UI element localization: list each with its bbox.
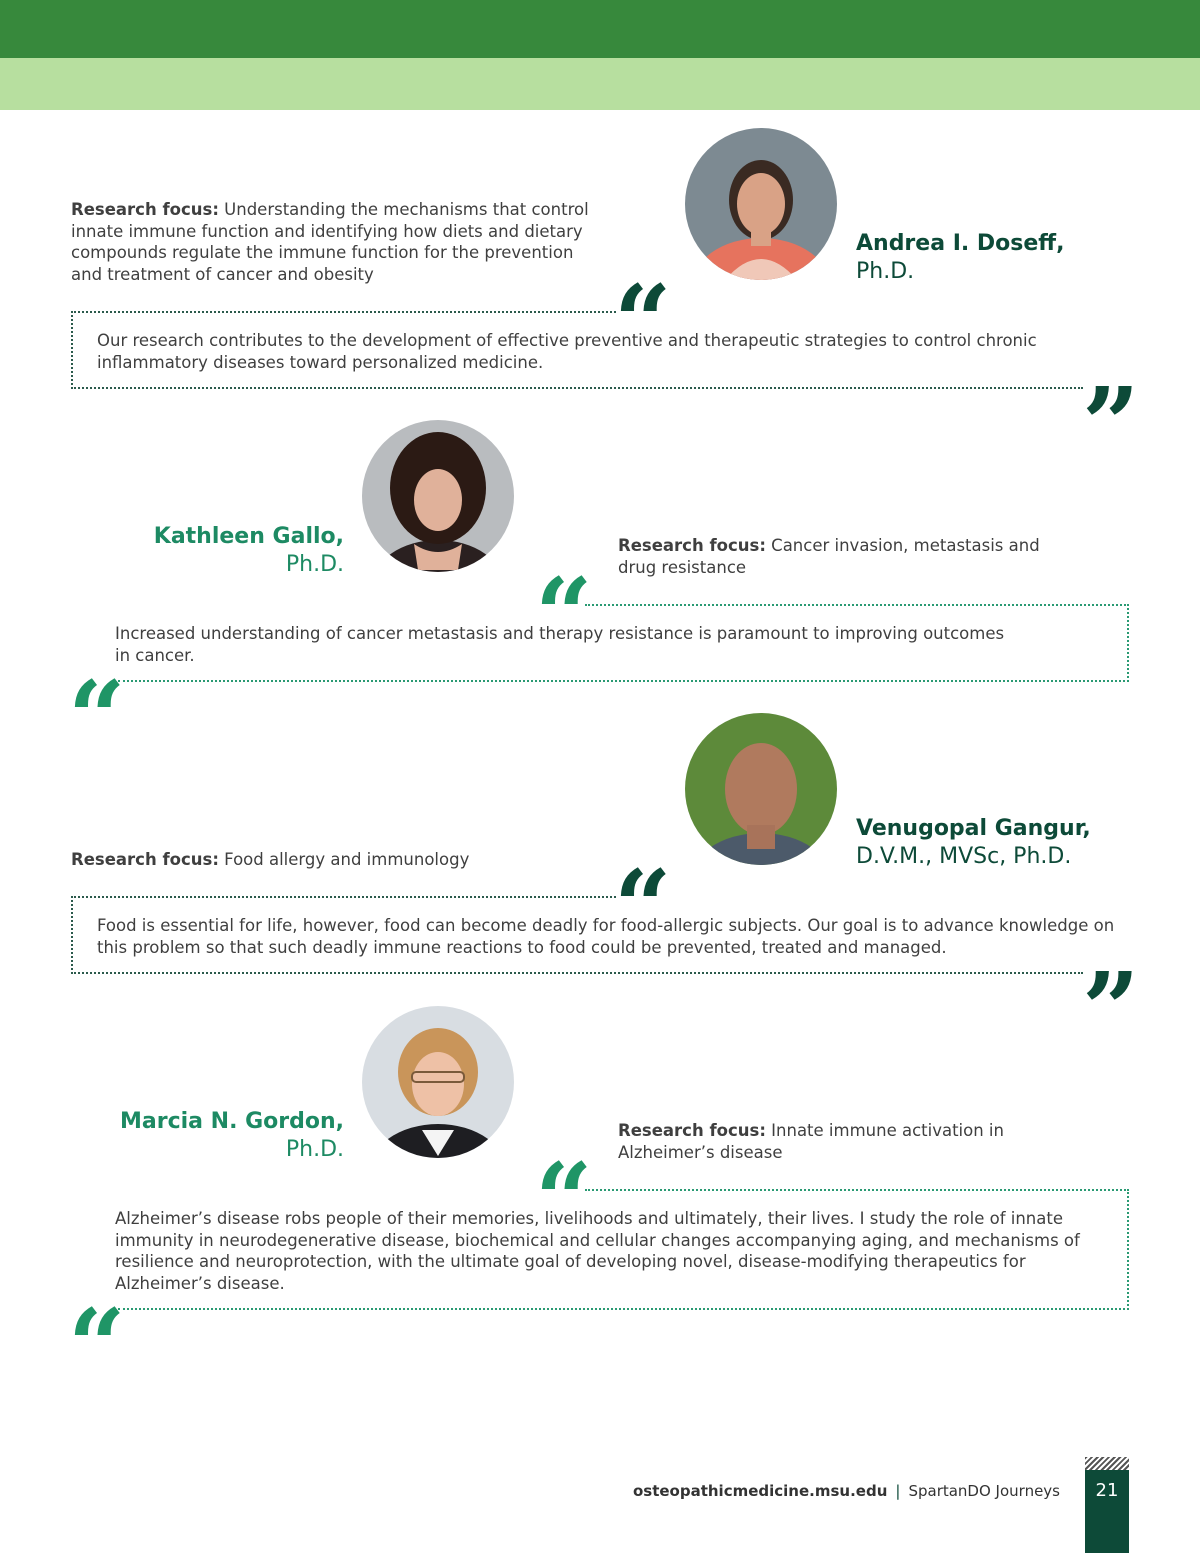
header-band-light <box>0 58 1200 110</box>
gallo-focus-text: Cancer invasion, metastasis and drug resistance <box>618 536 1040 577</box>
doseff-portrait <box>685 128 837 280</box>
gallo-portrait <box>362 420 514 572</box>
gallo-quote: Increased understanding of cancer metastasis and therapy resistance is paramount to improving outcomes in cancer. <box>115 624 1005 665</box>
page-footer <box>560 1482 1060 1500</box>
gallo-quote-border-bottom <box>118 680 1129 682</box>
doseff-quote-border-top <box>71 311 616 313</box>
gangur-focus-label: Research focus: <box>71 850 219 869</box>
gangur-quote-border-top <box>71 896 616 898</box>
doseff-research-focus <box>71 199 591 285</box>
gordon-portrait <box>362 1006 514 1158</box>
page-number-hatch <box>1085 1457 1129 1470</box>
gangur-quote-border-left <box>71 896 73 974</box>
gangur-name: Venugopal Gangur, <box>856 816 1091 841</box>
header-band-dark <box>0 0 1200 58</box>
doseff-name: Andrea I. Doseff, <box>856 231 1065 256</box>
gallo-name: Kathleen Gallo, <box>153 524 344 549</box>
gangur-portrait <box>685 713 837 865</box>
gallo-name-block <box>64 523 344 579</box>
page-number: 21 <box>1085 1470 1129 1553</box>
gangur-quote-border-bottom <box>71 972 1083 974</box>
gallo-degree: Ph.D. <box>285 552 344 577</box>
gordon-name: Marcia N. Gordon, <box>119 1109 344 1134</box>
gangur-open-quote-mark: “ <box>614 848 672 966</box>
gordon-quote-border-right <box>1127 1189 1129 1310</box>
doseff-name-block <box>856 230 1064 286</box>
gordon-degree: Ph.D. <box>285 1137 344 1162</box>
gangur-degree: D.V.M., MVSc, Ph.D. <box>856 844 1072 869</box>
gordon-name-block <box>64 1108 344 1164</box>
gangur-research-focus <box>71 849 591 871</box>
footer-separator: | <box>895 1482 901 1500</box>
gallo-focus-label: Research focus: <box>618 536 766 555</box>
footer-url: osteopathicmedicine.msu.edu <box>632 1482 888 1500</box>
footer-publication: SpartanDO Journeys <box>908 1482 1060 1500</box>
gangur-focus-text: Food allergy and immunology <box>218 850 470 869</box>
gordon-focus-text: Innate immune activation in Alzheimer’s disease <box>618 1121 1004 1162</box>
doseff-close-quote-mark: ” <box>1082 365 1140 483</box>
doseff-focus-text: Understanding the mechanisms that control innate immune function and identifying how diets and dietary compounds regulate the immune function for the prevention and treatment of cancer and obesity <box>71 200 589 284</box>
gordon-focus-label: Research focus: <box>618 1121 766 1140</box>
gallo-open-quote-mark: “ <box>535 556 593 674</box>
doseff-quote: Our research contributes to the development of effective preventive and therapeutic strategies to control chronic inflammatory diseases toward personalized medicine. <box>97 331 1037 372</box>
gordon-quote: Alzheimer’s disease robs people of their memories, livelihoods and ultimately, their lives. I study the role of innate immunity in neurodegenerative disease, biochemical and cellular changes accompanying aging, and mechanisms of resilience and neuroprotection, with the ultimate goal of developing novel, disease-modifying therapeutics for Alzheimer’s disease. <box>115 1209 1080 1293</box>
gallo-quote-border-top <box>585 604 1129 606</box>
gangur-close-quote-mark: ” <box>1082 950 1140 1068</box>
gallo-quote-border-right <box>1127 604 1129 682</box>
doseff-quote-border-left <box>71 311 73 389</box>
gordon-research-focus <box>618 1120 1038 1163</box>
doseff-quote-border-bottom <box>71 387 1083 389</box>
gordon-quote-border-top <box>585 1189 1129 1191</box>
gallo-close-quote-mark: “ <box>68 659 126 777</box>
doseff-focus-label: Research focus: <box>71 200 219 219</box>
doseff-degree: Ph.D. <box>856 259 915 284</box>
gordon-open-quote-mark: “ <box>535 1141 593 1259</box>
gordon-close-quote-mark: “ <box>68 1287 126 1405</box>
gangur-name-block <box>856 815 1091 871</box>
gallo-research-focus <box>618 535 1058 578</box>
gangur-quote: Food is essential for life, however, food can become deadly for food-allergic subjects. Our goal is to advance knowledge on this problem so that such deadly immune reactions to food could be prevented, treated and managed. <box>97 916 1115 957</box>
gordon-quote-border-bottom <box>118 1308 1129 1310</box>
doseff-open-quote-mark: “ <box>614 263 672 381</box>
